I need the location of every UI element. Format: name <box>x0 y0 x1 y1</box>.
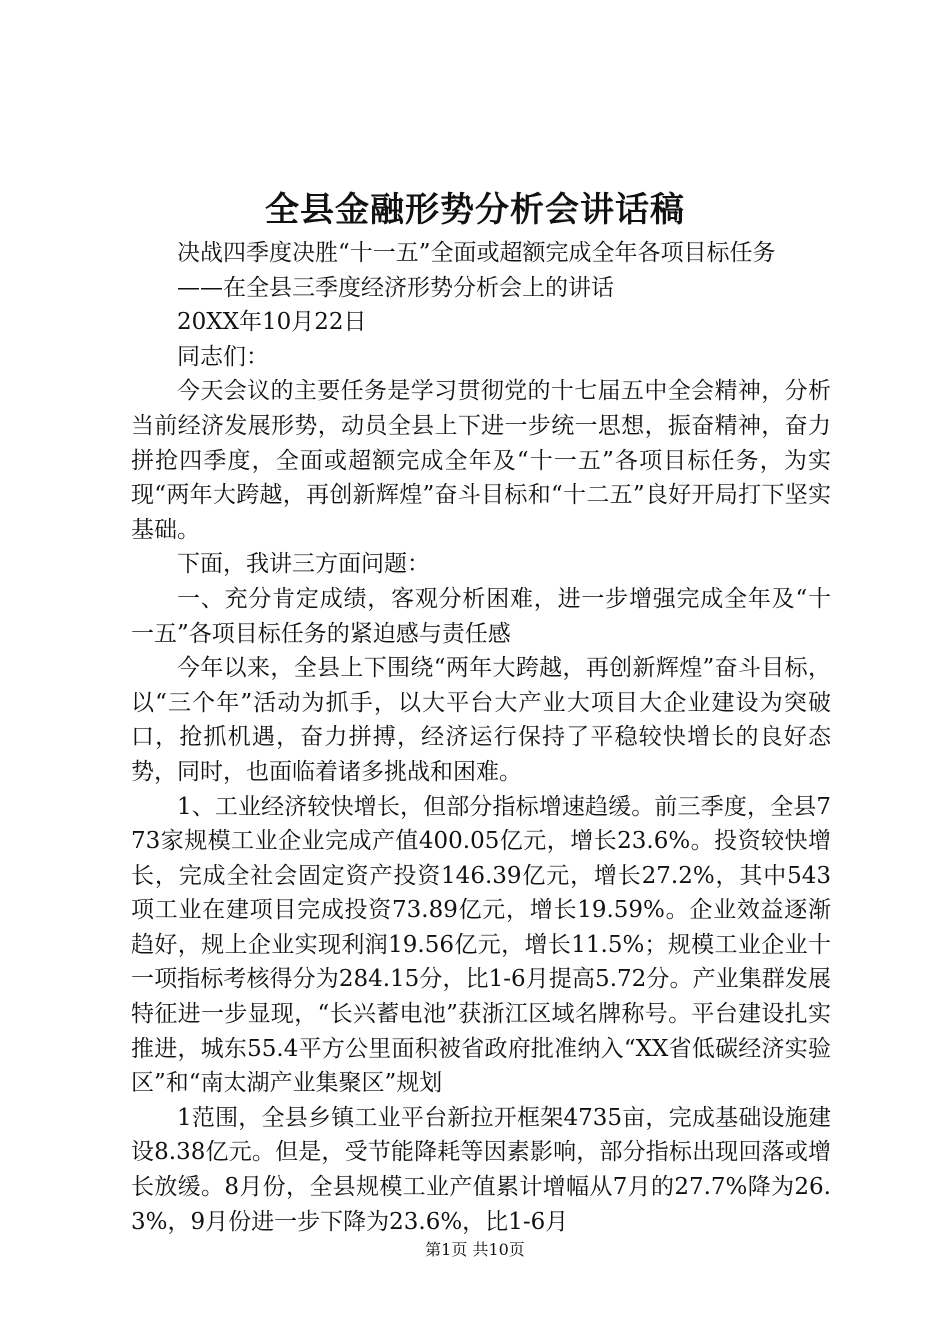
body-paragraph: 今年以来，全县上下围绕“两年大跨越，再创新辉煌”奋斗目标，以“三个年”活动为抓手，以大平台大产业大项目大企业建设为突破口，抢抓机遇，奋力拼搏，经济运行保持了平稳较快增长的良好态势，同时，也面临着诸多挑战和困难。 <box>131 655 831 785</box>
subtitle-paragraph: 决战四季度决胜“十一五”全面或超额完成全年各项目标任务 <box>177 240 776 266</box>
page-number-footer: 第1页 共10页 <box>425 1240 525 1259</box>
body-paragraph: 今天会议的主要任务是学习贯彻党的十七届五中全会精神，分析当前经济发展形势，动员全县上下进一步统一思想，振奋精神，奋力拼抢四季度，全面或超额完成全年及“十一五”各项目标任务，为实现“两年大跨越，再创新辉煌”奋斗目标和“十二五”良好开局打下坚实基础。 <box>131 378 831 543</box>
speech-date: 20XX年10月22日 <box>177 309 367 336</box>
body-paragraph: 1范围，全县乡镇工业平台新拉开框架4735亩，完成基础设施建设8.38亿元。但是，受节能降耗等因素影响，部分指标出现回落或增长放缓。8月份，全县规模工业产值累计增幅从7月的27.7%降为26.3%，9月份进一步下降为23.6%，比1-6月 <box>131 1104 831 1235</box>
body-paragraph: 1、工业经济较快增长，但部分指标增速趋缓。前三季度，全县773家规模工业企业完成产值400.05亿元，增长23.6%。投资较快增长，完成全社会固定资产投资146.39亿元，增长27.2%，其中543项工业在建项目完成投资73.89亿元，增长19.59%。企业效益逐渐趋好，规上企业实现利润19.56亿元，增长11.5%；规模工业企业十一项指标考核得分为284.15分，比1-6月提高5.72分。产业集群发展特征进一步显现，“长兴蓄电池”获浙江区域名牌称号。平台建设扎实推进，城东55.4平方公里面积被省政府批准纳入“XX省低碳经济实验区”和“南太湖产业集聚区”规划 <box>131 793 831 1097</box>
speech-occasion: ——在全县三季度经济形势分析会上的讲话 <box>177 274 614 301</box>
section-heading: 一、充分肯定成绩，客观分析困难，进一步增强完成全年及“十一五”各项目标任务的紧迫感与责任感 <box>131 585 831 647</box>
document-body <box>131 236 831 1239</box>
body-paragraph: 下面，我讲三方面问题： <box>177 551 430 578</box>
salutation: 同志们： <box>177 343 269 370</box>
document-title: 全县金融形势分析会讲话稿 <box>265 190 685 230</box>
